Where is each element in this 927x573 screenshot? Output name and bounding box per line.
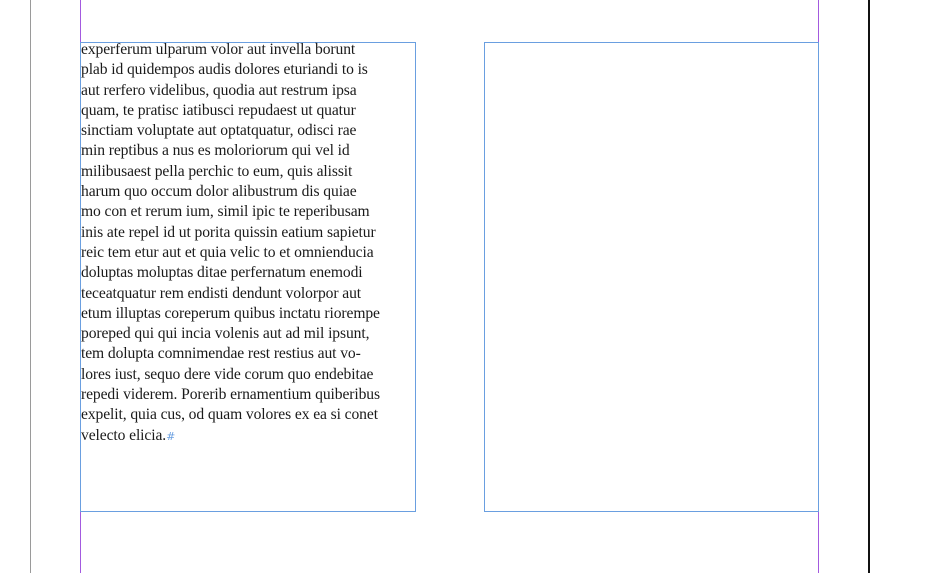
story-line: lores iust, sequo dere vide corum quo endebitae (81, 365, 374, 383)
story-line: sinctiam voluptate aut optatquatur, odisci rae (81, 122, 357, 140)
story-line: mo con et rerum ium, simil ipic te reperibusam (81, 203, 370, 221)
story-line: plab id quidempos audis dolores eturiandi to is (81, 61, 368, 79)
pasteboard-edge-left (30, 0, 31, 573)
story-line: harum quo occum dolor alibustrum dis quiae (81, 183, 357, 201)
story-line: min reptibus a nus es moloriorum qui vel id (81, 142, 350, 160)
story-line: poreped qui qui incia volenis aut ad mil ipsunt, (81, 325, 370, 343)
page-edge-right (868, 0, 870, 573)
story-line: inis ate repel id ut porita quissin eatium sapietur (81, 223, 376, 241)
story-text[interactable] (81, 40, 421, 447)
text-frame-right[interactable] (484, 42, 819, 512)
story-line: quam, te pratisc iatibusci repudaest ut quatur (81, 101, 356, 119)
story-line-last (81, 426, 421, 447)
end-of-story-marker-icon: # (166, 429, 176, 443)
story-line: expelit, quia cus, od quam volores ex ea si conet (81, 406, 378, 424)
story-line: etum illuptas coreperum quibus inctatu riorempe (81, 304, 380, 322)
story-line: teceatquatur rem endisti dendunt volorpor aut (81, 284, 361, 302)
story-line: milibusaest pella perchic to eum, quis alissit (81, 162, 353, 180)
story-line: repedi viderem. Porerib ernamentium quiberibus (81, 386, 380, 404)
story-line: doluptas moluptas ditae perfernatum enemodi (81, 264, 363, 282)
story-line: reic tem etur aut et quia velic to et omnienducia (81, 243, 374, 261)
story-line: experferum ulparum volor aut invella borunt (81, 41, 356, 58)
story-line: tem dolupta comnimendae rest restius aut vo- (81, 345, 361, 363)
story-line: aut rerfero videlibus, quodia aut restrum ipsa (81, 81, 357, 99)
story-line-last-text: velecto elicia. (81, 426, 167, 444)
